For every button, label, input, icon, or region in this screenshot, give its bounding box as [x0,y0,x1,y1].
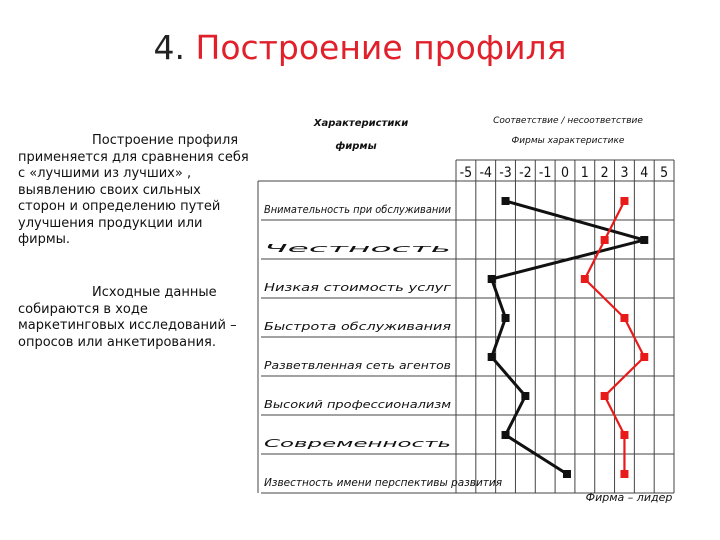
paragraph-source-text: Исходные данные собираются в ходе маркетинговых исследований – опросов или анкетирования. [18,285,237,350]
series-point [601,236,609,244]
x-tick-label: 1 [580,165,589,181]
category-label: Честность [264,243,451,255]
category-label: Внимательность при обслуживании [264,204,452,216]
series-point [502,314,510,322]
series-point [521,392,529,400]
category-label: Известность имени перспективы развития [264,477,503,489]
x-tick-label: -5 [459,165,473,181]
series-point [563,470,571,478]
x-tick-labels [460,165,668,181]
title-number: 4. [153,28,186,67]
series-point [620,431,628,439]
x-tick-label: -3 [499,165,512,181]
x-tick-label: 3 [620,165,629,181]
series-point [581,275,589,283]
x-tick-label: 4 [640,165,649,181]
category-label: Современность [264,438,451,450]
header-conformity-line1: Соответствие / несоответствие [493,116,643,126]
series-point [488,275,496,283]
x-tick-label: -4 [479,165,493,181]
series-point [502,431,510,439]
series-point [488,353,496,361]
header-characteristics-line1: Характеристики [313,118,409,129]
category-label: Разветвленная сеть агентов [264,360,451,372]
category-labels [264,204,502,489]
category-label: Быстрота обслуживания [264,321,451,333]
series-point [640,353,648,361]
x-tick-label: -2 [519,165,532,181]
x-tick-label: 5 [660,165,669,181]
series-point [620,314,628,322]
category-label: Низкая стоимость услуг [264,282,452,294]
x-tick-label: -1 [538,165,552,181]
x-tick-label: 2 [600,165,609,181]
series-point [620,197,628,205]
series-point [502,197,510,205]
series-point [640,236,648,244]
series-point [601,392,609,400]
paragraph-intro-text: Построение профиля применяется для сравнения себя с «лучшими из лучших» , выявлению своих сильных сторон и определению путей улучшения продукции или фирмы. [18,133,249,247]
footer-leader-label: Фирма – лидер [585,491,673,504]
category-label: Высокий профессионализм [264,399,452,411]
header-conformity-line2: Фирмы характеристике [511,136,625,146]
series-point [620,470,628,478]
header-characteristics-line2: фирмы [335,141,377,152]
title-text: Построение профиля [195,28,567,67]
x-tick-label: 0 [560,165,570,181]
